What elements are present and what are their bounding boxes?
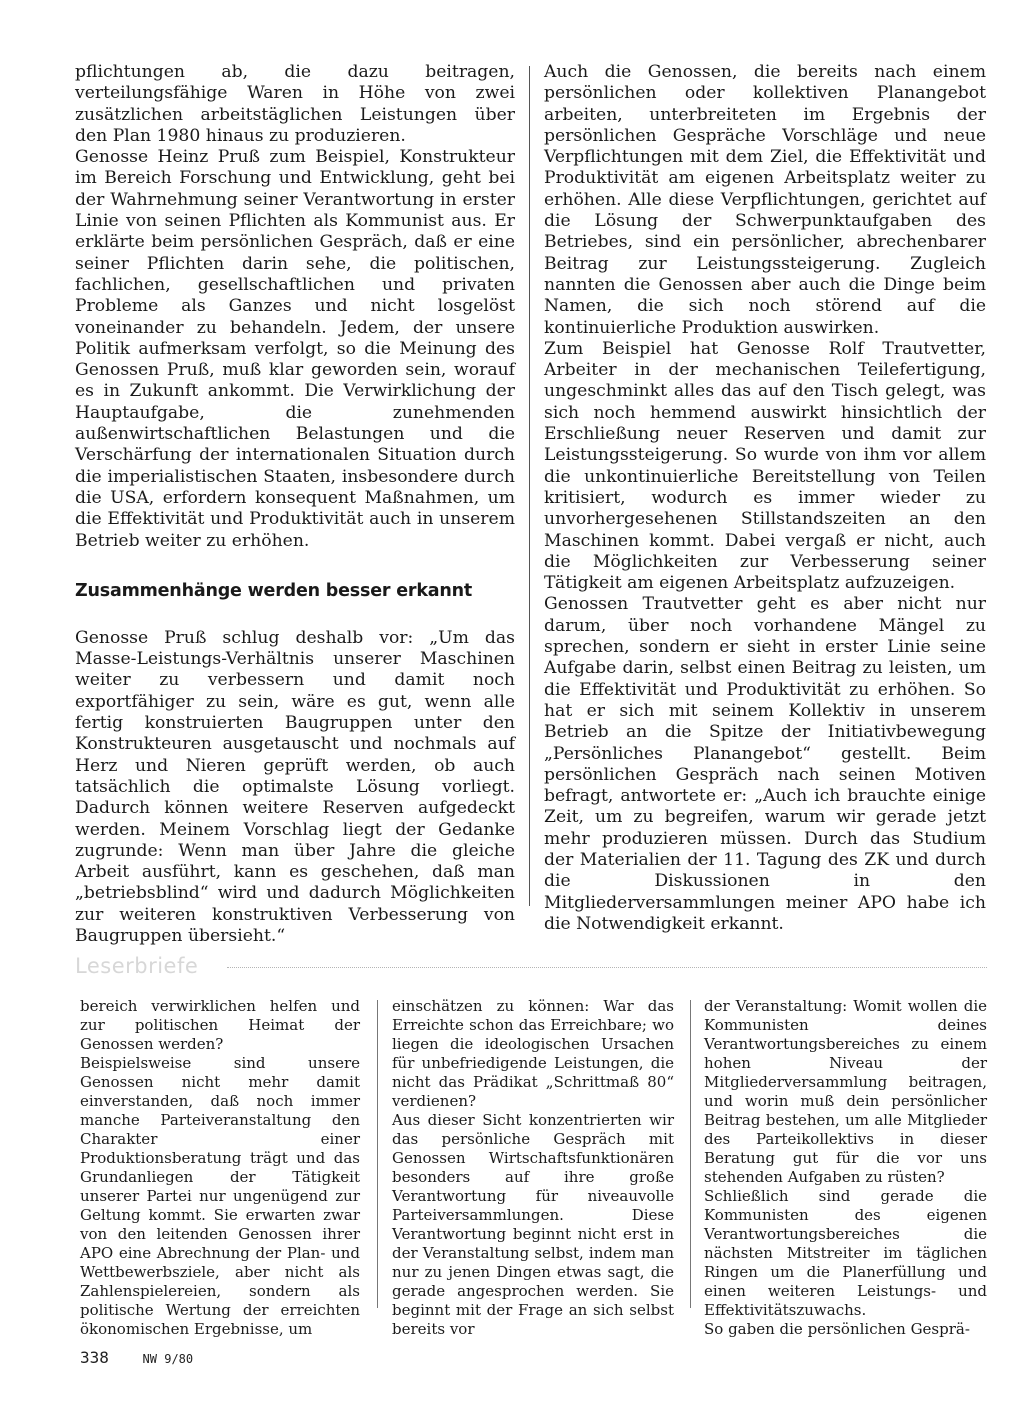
letters-column-2: [392, 997, 674, 1339]
column-divider: [377, 1000, 378, 1308]
letter-paragraph: der Veranstaltung: Womit wollen die Kommunisten deines Verantwortungsbereiches zu einem hohen Niveau der Mitgliederversammlung beitragen, und worin muß dein persönlicher Beitrag bestehen, um alle Mitglieder des Parteikollektivs in dieser Beratung gut für die vor uns stehenden Aufgaben zu rüsten?: [704, 997, 987, 1186]
letters-column-1: [80, 997, 360, 1339]
column-divider: [529, 66, 530, 906]
letter-paragraph: Aus dieser Sicht konzentrierten wir das persönliche Gespräch mit Genossen Wirtschaftsfunktionären besonders auf ihre große Verantwortung für niveauvolle Parteiversammlungen. Diese Verantwortung beginnt nicht erst in der Veranstaltung selbst, indem man nur zu jenen Dingen etwas sagt, die gerade angesprochen werden. Sie beginnt mit der Frage an sich selbst bereits vor: [392, 1111, 674, 1338]
letter-paragraph: einschätzen zu können: War das Erreichte schon das Erreichbare; wo liegen die ideologischen Ursachen für unbefriedigende Leistungen, die nicht das Prädikat „Schrittmaß 80“ verdienen?: [392, 997, 674, 1110]
article-paragraph: pflichtungen ab, die dazu beitragen, verteilungsfähige Waren in Höhe von zwei zusätzlichen arbeitstäglichen Leistungen über den Plan 1980 hinaus zu produzieren.: [75, 62, 515, 146]
letters-column-3: [704, 997, 987, 1339]
section-header: [75, 954, 987, 980]
article-paragraph: Genossen Trautvetter geht es aber nicht nur darum, über noch vorhandene Mängel zu sprechen, sondern er sieht in erster Linie seine Aufgabe darin, selbst einen Beitrag zu leisten, um die Effektivität und Produktivität zu erhöhen. So hat er sich mit seinem Kollektiv in unserem Betrieb an die Spitze der Initiativbewegung „Persönliches Planangebot“ gestellt. Beim persönlichen Gespräch nach seinen Motiven befragt, antwortete er: „Auch ich brauchte einige Zeit, um zu begreifen, warum wir gerade jetzt mehr produzieren müssen. Durch das Studium der Materialien der 11. Tagung des ZK und durch die Diskussionen in den Mitgliederversammlungen meiner APO habe ich die Notwendigkeit erkannt.: [544, 594, 986, 934]
letter-paragraph: So gaben die persönlichen Gesprä-: [704, 1320, 970, 1338]
article-paragraph: Genosse Pruß schlug deshalb vor: „Um das Masse-Leistungs-Verhältnis unserer Maschinen weiter zu verbessern und damit noch exportfähiger zu sein, wäre es gut, wenn alle fertig konstruierten Baugruppen unter den Konstrukteuren ausgetauscht und nochmals auf Herz und Nieren geprüft werden, ob auch tatsächlich die optimalste Lösung vorliegt. Dadurch können weitere Reserven aufgedeckt werden. Meinem Vorschlag liegt der Gedanke zugrunde: Wenn man über Jahre die gleiche Arbeit ausführt, kann es geschehen, daß man „betriebsblind“ wird und dadurch Möglichkeiten zur weiteren konstruktiven Verbesserung von Baugruppen übersieht.“: [75, 627, 515, 946]
article-subheading: Zusammenhänge werden besser erkannt: [75, 580, 473, 601]
article-paragraph: Auch die Genossen, die bereits nach einem persönlichen oder kollektiven Planangebot arbeiten, unterbreiteten im Ergebnis der persönlichen Gespräche Vorschläge und neue Verpflichtungen mit dem Ziel, die Effektivität und Produktivität am eigenen Arbeitsplatz weiter zu erhöhen. Alle diese Verpflichtungen, gerichtet auf die Lösung der Schwerpunktaufgaben des Betriebes, sind ein persönlicher, abrechenbarer Beitrag zur Leistungssteigerung. Zugleich nannten die Genossen aber auch die Dinge beim Namen, die sich noch störend auf die kontinuierliche Produktion auswirken.: [544, 62, 986, 338]
letter-paragraph: Beispielsweise sind unsere Genossen nicht mehr damit einverstanden, daß noch immer manche Parteiveranstaltung den Charakter einer Produktionsberatung trägt und das Grundanliegen der Tätigkeit unserer Partei nur ungenügend zur Geltung kommt. Sie erwarten zwar von den leitenden Genossen ihrer APO eine Abrechnung der Plan- und Wettbewerbsziele, aber nicht als Zahlenspielereien, sondern als politische Wertung der erreichten ökonomischen Ergebnisse, um: [80, 1054, 360, 1338]
issue-reference: NW 9/80: [142, 1352, 194, 1366]
column-divider: [690, 1000, 691, 1308]
section-label: Leserbriefe: [75, 954, 199, 978]
article-left-column: [75, 62, 515, 947]
letter-paragraph: bereich verwirklichen helfen und zur politischen Heimat der Genossen werden?: [80, 997, 360, 1053]
section-rule-line: [227, 967, 987, 968]
article-paragraph: Zum Beispiel hat Genosse Rolf Trautvetter, Arbeiter in der mechanischen Teilefertigung, ungeschminkt alles das auf den Tisch gelegt, was sich noch hemmend auswirkt hinsichtlich der Erschließung neuer Reserven und damit zur Leistungssteigerung. So wurde von ihm vor allem die unkontinuierliche Bereitstellung von Teilen kritisiert, wodurch es immer wieder zu unvorhergesehenen Stillstandszeiten an den Maschinen kommt. Dabei vergaß er nicht, auch die Möglichkeiten zur Verbesserung seiner Tätigkeit am eigenen Arbeitsplatz aufzuzeigen.: [544, 338, 986, 594]
page-number: 338: [80, 1348, 109, 1367]
article-right-column: [544, 62, 986, 935]
page-footer: [80, 1348, 193, 1367]
article-paragraph: Genosse Heinz Pruß zum Beispiel, Konstrukteur im Bereich Forschung und Entwicklung, geht bei der Wahrnehmung seiner Verantwortung in erster Linie von seinen Pflichten als Kommunist aus. Er erklärte beim persönlichen Gespräch, daß er eine seiner Pflichten darin sehe, die politischen, fachlichen, gesellschaftlichen und privaten Probleme als Ganzes und nicht losgelöst voneinander zu behandeln. Jedem, der unsere Politik aufmerksam verfolgt, so die Meinung des Genossen Pruß, muß klar geworden sein, worauf es in Zukunft ankommt. Die Verwirklichung der Hauptaufgabe, die zunehmenden außenwirtschaftlichen Belastungen und die Verschärfung der internationalen Situation durch die imperialistischen Staaten, insbesondere durch die USA, erfordern konsequent Maßnahmen, um die Effektivität und Produktivität auch in unserem Betrieb weiter zu erhöhen.: [75, 147, 515, 551]
letter-paragraph: Schließlich sind gerade die Kommunisten des eigenen Verantwortungsbereiches die nächsten Mitstreiter im täglichen Ringen um die Planerfüllung und einen weiteren Leistungs- und Effektivitätszuwachs.: [704, 1187, 987, 1319]
